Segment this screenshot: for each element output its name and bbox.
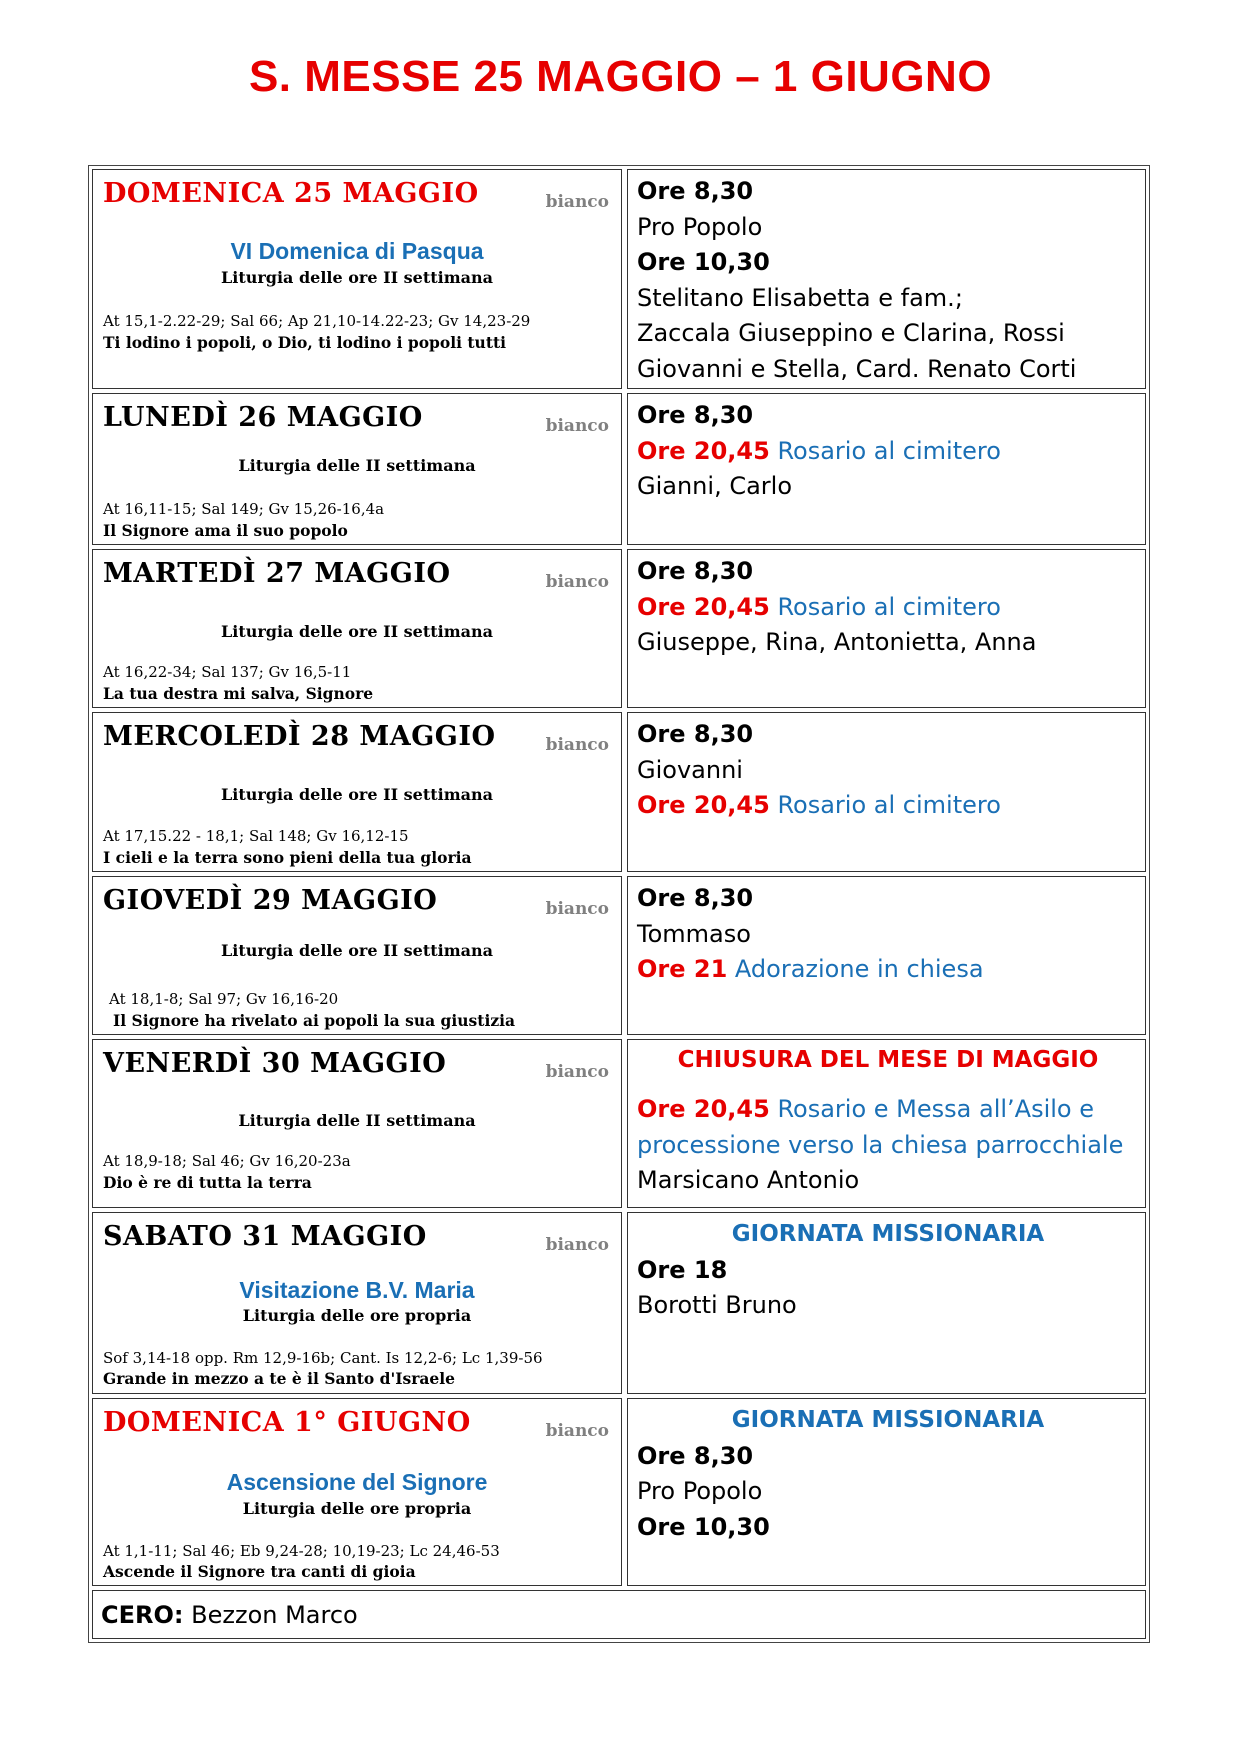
mass-time: Ore 10,30 <box>637 1512 770 1541</box>
feast-name: Visitazione B.V. Maria <box>239 1277 475 1303</box>
psalm-response: Ascende il Signore tra canti di gioia <box>103 1562 416 1581</box>
day-title: MERCOLEDÌ 28 MAGGIO <box>103 721 496 752</box>
mass-intention: Zaccala Giuseppino e Clarina, Rossi <box>637 319 1065 347</box>
day-cell-1 <box>92 169 622 389</box>
readings: At 17,15.22 - 18,1; Sal 148; Gv 16,12-15 <box>103 827 409 845</box>
day-title: DOMENICA 1° GIUGNO <box>103 1407 471 1438</box>
event-heading: GIORNATA MISSIONARIA <box>731 1221 1045 1247</box>
liturgical-color: bianco <box>545 416 609 436</box>
event-label: Rosario e Messa all’Asilo e <box>777 1095 1094 1123</box>
readings: At 1,1-11; Sal 46; Eb 9,24-28; 10,19-23; Lc 24,46-53 <box>103 1542 500 1560</box>
mass-time: Ore 21 <box>637 955 728 983</box>
liturgical-color: bianco <box>545 735 609 755</box>
mass-intention: Marsicano Antonio <box>637 1166 860 1194</box>
day-cell-3 <box>92 549 622 708</box>
mass-cell-6 <box>627 1039 1146 1208</box>
readings: Sof 3,14-18 opp. Rm 12,9-16b; Cant. Is 12,2-6; Lc 1,39-56 <box>103 1349 543 1367</box>
liturgy-label: Liturgia delle ore II settimana <box>221 941 493 960</box>
mass-cell-7 <box>627 1212 1146 1394</box>
liturgical-color: bianco <box>545 572 609 592</box>
feast-name: Ascensione del Signore <box>226 1469 488 1495</box>
liturgical-color: bianco <box>545 192 609 212</box>
psalm-response: Il Signore ama il suo popolo <box>103 521 348 540</box>
page-title: S. MESSE 25 MAGGIO – 1 GIUGNO <box>248 52 993 101</box>
feast-name: VI Domenica di Pasqua <box>230 238 484 264</box>
mass-cell-5 <box>627 876 1146 1035</box>
mass-time: Ore 20,45 <box>637 436 770 465</box>
day-cell-5 <box>92 876 622 1035</box>
mass-time: Ore 8,30 <box>637 1441 754 1470</box>
psalm-response: Dio è re di tutta la terra <box>103 1173 312 1192</box>
psalm-response: Grande in mezzo a te è il Santo d'Israele <box>103 1369 456 1388</box>
mass-intention: Tommaso <box>637 919 751 948</box>
mass-intention: Gianni, Carlo <box>637 472 793 500</box>
day-title: VENERDÌ 30 MAGGIO <box>103 1048 447 1079</box>
liturgy-label: Liturgia delle II settimana <box>238 1111 476 1130</box>
mass-cell-3 <box>627 549 1146 708</box>
day-title: MARTEDÌ 27 MAGGIO <box>103 558 451 589</box>
day-cell-8 <box>92 1398 622 1586</box>
liturgical-color: bianco <box>545 1062 609 1082</box>
day-title: LUNEDÌ 26 MAGGIO <box>103 402 423 433</box>
psalm-response: Ti lodino i popoli, o Dio, ti lodino i popoli tutti <box>103 333 507 352</box>
psalm-response: Il Signore ha rivelato ai popoli la sua giustizia <box>113 1011 516 1030</box>
event-heading: GIORNATA MISSIONARIA <box>731 1407 1045 1433</box>
mass-time: Ore 20,45 <box>637 791 770 819</box>
liturgical-color: bianco <box>545 899 609 919</box>
event-label: Rosario al cimitero <box>777 592 1001 621</box>
readings: At 16,11-15; Sal 149; Gv 15,26-16,4a <box>103 500 385 518</box>
mass-intention: Giuseppe, Rina, Antonietta, Anna <box>637 628 1037 656</box>
cero-name: Bezzon Marco <box>191 1601 358 1629</box>
day-cell-7 <box>92 1212 622 1394</box>
mass-intention: Giovanni <box>637 755 743 784</box>
mass-time: Ore 8,30 <box>637 177 754 205</box>
mass-intention: Stelitano Elisabetta e fam.; <box>637 283 963 312</box>
liturgy-label: Liturgia delle ore propria <box>242 1499 472 1518</box>
day-title: SABATO 31 MAGGIO <box>103 1221 427 1252</box>
mass-time: Ore 8,30 <box>637 720 754 748</box>
mass-time: Ore 8,30 <box>637 401 754 429</box>
event-label: Rosario al cimitero <box>777 791 1001 819</box>
liturgical-color: bianco <box>545 1235 609 1255</box>
readings: At 16,22-34; Sal 137; Gv 16,5-11 <box>103 663 352 681</box>
liturgy-label: Liturgia delle ore II settimana <box>221 622 493 641</box>
mass-cell-4 <box>627 712 1146 872</box>
day-cell-2 <box>92 393 622 545</box>
mass-time: Ore 10,30 <box>637 248 770 276</box>
cero-cell <box>92 1590 1146 1639</box>
psalm-response: I cieli e la terra sono pieni della tua gloria <box>103 848 472 867</box>
day-cell-6 <box>92 1039 622 1208</box>
day-title: DOMENICA 25 MAGGIO <box>103 178 479 209</box>
day-title: GIOVEDÌ 29 MAGGIO <box>103 885 438 916</box>
readings: At 18,9-18; Sal 46; Gv 16,20-23a <box>103 1152 351 1170</box>
mass-time: Ore 8,30 <box>637 557 754 585</box>
mass-cell-8 <box>627 1398 1146 1586</box>
mass-time: Ore 20,45 <box>637 1095 770 1123</box>
event-label: Adorazione in chiesa <box>734 955 984 983</box>
readings: At 15,1-2.22-29; Sal 66; Ap 21,10-14.22-23; Gv 14,23-29 <box>103 312 531 330</box>
mass-cell-2 <box>627 393 1146 545</box>
liturgy-label: Liturgia delle ore II settimana <box>221 268 493 287</box>
mass-intention: Pro Popolo <box>637 1477 763 1505</box>
cero-label: CERO: <box>101 1601 184 1629</box>
mass-intention: Borotti Bruno <box>637 1291 797 1319</box>
liturgical-color: bianco <box>545 1421 609 1441</box>
mass-time: Ore 8,30 <box>637 884 754 912</box>
mass-time: Ore 18 <box>637 1255 728 1284</box>
liturgy-label: Liturgia delle II settimana <box>238 456 476 475</box>
mass-time: Ore 20,45 <box>637 592 770 621</box>
event-label: Rosario al cimitero <box>777 436 1001 465</box>
readings: At 18,1-8; Sal 97; Gv 16,16-20 <box>109 990 339 1008</box>
event-heading: CHIUSURA DEL MESE DI MAGGIO <box>677 1047 1099 1073</box>
mass-intention: Pro Popolo <box>637 212 763 241</box>
mass-cell-1 <box>627 169 1146 389</box>
day-cell-4 <box>92 712 622 872</box>
liturgy-label: Liturgia delle ore propria <box>242 1306 472 1325</box>
event-label: processione verso la chiesa parrocchiale <box>637 1130 1124 1159</box>
liturgy-label: Liturgia delle ore II settimana <box>221 785 493 804</box>
psalm-response: La tua destra mi salva, Signore <box>103 684 374 703</box>
mass-intention: Giovanni e Stella, Card. Renato Corti <box>637 354 1077 383</box>
